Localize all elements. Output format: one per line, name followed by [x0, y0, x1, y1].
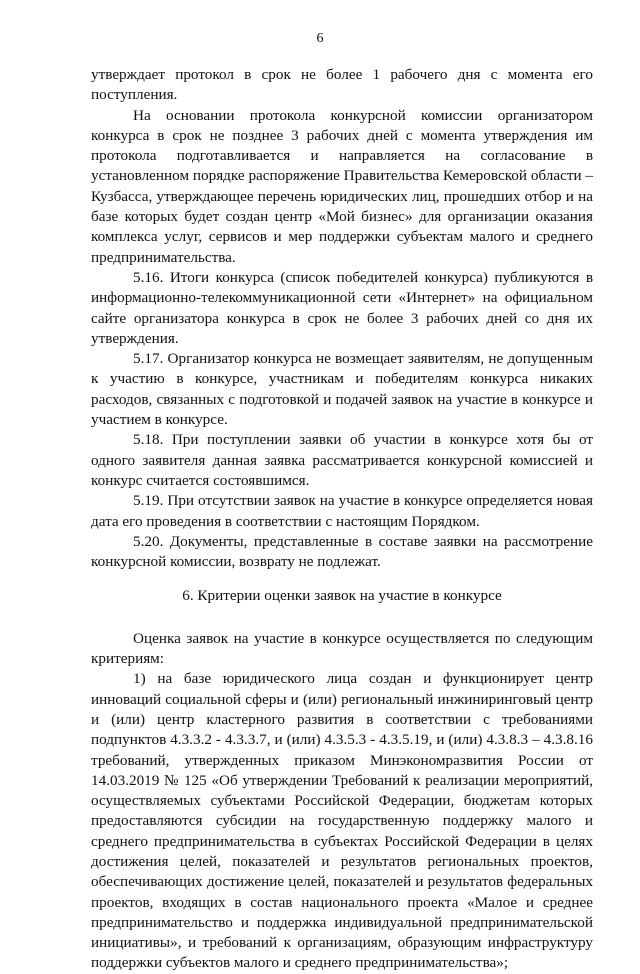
paragraph-protocol-approval: На основании протокола конкурсной комиссии организатором конкурса в срок не позднее 3 рабочих дней с момента утверждения им протокола подготавливается и направляется на согласование в установленном порядке распоряжение Правительства Кемеровской области – Кузбасса, утверждающее перечень юридических лиц, прошедших отбор и на базе которых будет создан центр «Мой бизнес» для организации оказания комплекса услуг, сервисов и мер поддержки субъектам малого и среднего предпринимательства.: [91, 106, 593, 266]
paragraph-continuation: утверждает протокол в срок не более 1 рабочего дня с момента его поступления.: [91, 66, 593, 104]
paragraph-5-16: 5.16. Итоги конкурса (список победителей конкурса) публикуются в информационно-телекоммуникационной сети «Интернет» на официальном сайте организатора конкурса в срок не более 3 рабочих дней со дня их утверждения.: [91, 268, 593, 347]
document-body: [91, 65, 593, 974]
page-number: 6: [316, 31, 324, 46]
paragraph-5-19: 5.19. При отсутствии заявок на участие в конкурсе определяется новая дата его проведения в соответствии с настоящим Порядком.: [91, 492, 593, 530]
paragraph-5-17: 5.17. Организатор конкурса не возмещает заявителям, не допущенным к участию в конкурсе, участникам и победителям конкурса никаких расходов, связанных с подготовкой и подачей заявок на участие в конкурсе и участием в конкурсе.: [91, 350, 593, 429]
paragraph-5-20: 5.20. Документы, представленные в составе заявки на рассмотрение конкурсной комиссии, возврату не подлежат.: [91, 532, 593, 571]
paragraph-criteria-intro: Оценка заявок на участие в конкурсе осуществляется по следующим критериям:: [91, 629, 593, 668]
paragraph-criterion-1: 1) на базе юридического лица создан и функционирует центр инноваций социальной сферы и (или) региональный инжиниринговый центр и (или) центр кластерного развития в соответствии с требованиями подпунктов 4.3.3.2 - 4.3.3.7, и (или) 4.3.5.3 - 4.3.5.19, и (или) 4.3.8.3 – 4.3.8.16 требований, утвержденных приказом Минэкономразвития России от 14.03.2019 № 125 «Об утверждении Требований к реализации мероприятий, осуществляемых субъектами Российской Федерации, бюджетам которых предоставляются субсидии на государственную поддержку малого и среднего предпринимательства в субъектах Российской Федерации в целях достижения целей, показателей и результатов региональных проектов, обеспечивающих достижение целей, показателей и результатов федеральных проектов, входящих в состав национального проекта «Малое и среднее предпринимательство и поддержка индивидуальной предпринимательской инициативы», и требований к организациям, образующим инфраструктуру поддержки субъектов малого и среднего предпринимательства»;: [91, 670, 593, 972]
section-heading: 6. Критерии оценки заявок на участие в конкурсе: [182, 587, 502, 605]
paragraph-5-18: 5.18. При поступлении заявки об участии в конкурсе хотя бы от одного заявителя данная заявка рассматривается конкурсной комиссией и конкурс считается состоявшимся.: [91, 431, 593, 489]
